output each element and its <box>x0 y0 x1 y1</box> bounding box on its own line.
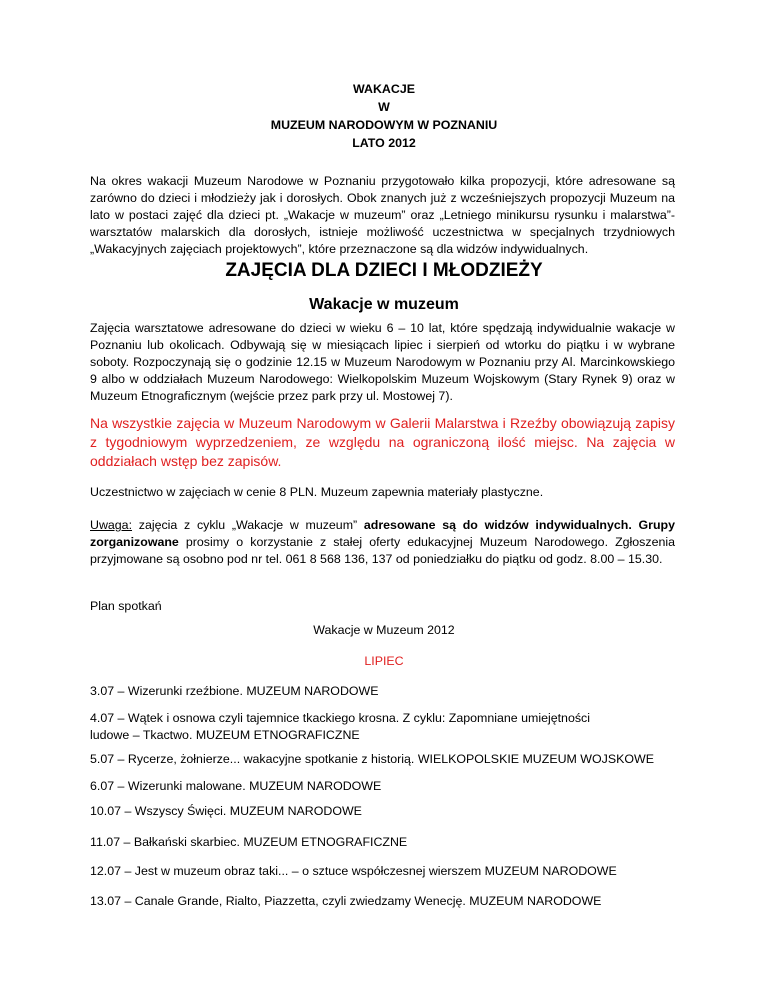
subsection-title: Wakacje w muzeum <box>309 296 459 313</box>
section-title: ZAJĘCIA DLA DZIECI I MŁODZIEŻY <box>225 260 543 281</box>
title-line-2: W <box>378 100 390 114</box>
registration-warning: Na wszystkie zajęcia w Muzeum Narodowym w Galerii Malarstwa i Rzeźby obowiązują zapisy z tygodniowym wyprzedzeniem, ze względu na ograniczoną ilość miejsc. Na zajęcia w oddziałach wstęp bez zapisów. <box>90 415 675 469</box>
note-text-1: zajęcia z cyklu „Wakacje w muzeum” <box>132 518 364 532</box>
title-line-3: MUZEUM NARODOWYM W POZNANIU <box>270 118 498 132</box>
event-item: 13.07 – Canale Grande, Rialto, Piazzetta, czyli zwiedzamy Wenecję. MUZEUM NARODOWE <box>90 894 602 908</box>
note-label: Uwaga: <box>90 518 133 532</box>
event-item: 4.07 – Wątek i osnowa czyli tajemnice tkackiego krosna. Z cyklu: Zapomniane umiejętności <box>90 711 590 725</box>
event-item-continued: ludowe – Tkactwo. MUZEUM ETNOGRAFICZNE <box>90 728 360 742</box>
month-heading: LIPIEC <box>364 654 404 668</box>
price-info: Uczestnictwo w zajęciach w cenie 8 PLN. Muzeum zapewnia materiały plastyczne. <box>90 485 544 499</box>
event-item: 3.07 – Wizerunki rzeźbione. MUZEUM NARODOWE <box>90 684 379 698</box>
event-item: 5.07 – Rycerze, żołnierze... wakacyjne spotkanie z historią. WIELKOPOLSKIE MUZEUM WOJSKOWE <box>90 752 654 766</box>
event-item: 10.07 – Wszyscy Święci. MUZEUM NARODOWE <box>90 804 362 818</box>
note-bold-2: Grupy zorganizowane <box>90 518 675 549</box>
note-text-3: prosimy o korzystanie z stałej oferty edukacyjnej Muzeum Narodowego. Zgłoszenia przyjmowane są osobno pod nr tel. 061 8 568 136, 137 od poniedziałku do piątku od godz. 8.00 – 15.30. <box>90 535 675 566</box>
event-item: 12.07 – Jest w muzeum obraz taki... – o sztuce współczesnej wierszem MUZEUM NARODOWE <box>90 864 617 878</box>
note-bold-1: adresowane są do widzów indywidualnych <box>363 518 629 532</box>
event-item: 6.07 – Wizerunki malowane. MUZEUM NARODOWE <box>90 779 382 793</box>
intro-paragraph: Na okres wakacji Muzeum Narodowe w Poznaniu przygotowało kilka propozycji, które adresowane są zarówno do dzieci i młodzieży jak i dorosłych. Obok znanych już z wcześniejszych propozycji Muzeum na lato w postaci zajęć dla dzieci pt. „Wakacje w muzeum” oraz „Letniego minikursu rysunku i malarstwa”- warsztatów malarskich dla dorosłych, istnieje możliwość uczestnictwa w specjalnych trzydniowych „Wakacyjnych zajęciach projektowych”, które przeznaczone są dla widzów indywidualnych. <box>90 174 675 256</box>
description-paragraph: Zajęcia warsztatowe adresowane do dzieci w wieku 6 – 10 lat, które spędzają indywidualnie wakacje w Poznaniu lub okolicach. Odbywają się w miesiącach lipiec i sierpień od wtorku do piątku i w wybrane soboty. Rozpoczynają się o godzinie 12.15 w Muzeum Narodowym w Poznaniu przy Al. Marcinkowskiego 9 albo w oddziałach Muzeum Narodowego: Wielkopolskim Muzeum Wojskowym (Stary Rynek 9) oraz w Muzeum Etnograficznym (wejście przez park przy ul. Mostowej 7). <box>90 321 675 403</box>
note-text-2: . <box>628 518 639 532</box>
schedule-title: Wakacje w Muzeum 2012 <box>313 623 455 637</box>
event-item: 11.07 – Bałkański skarbiec. MUZEUM ETNOGRAFICZNE <box>90 835 408 849</box>
title-line-4: LATO 2012 <box>352 136 416 150</box>
plan-label: Plan spotkań <box>90 599 162 613</box>
title-line-1: WAKACJE <box>353 82 415 96</box>
note-paragraph <box>90 517 675 568</box>
